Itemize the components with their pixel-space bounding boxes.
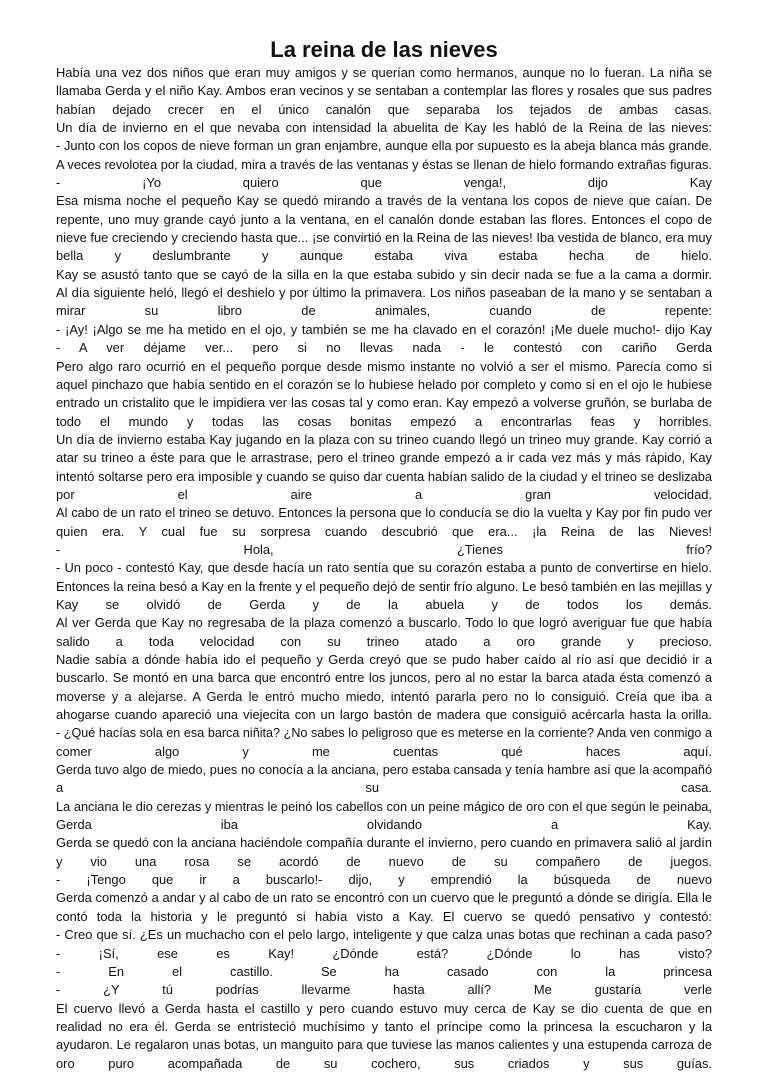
text-line: Al ver Gerda que Kay no regresaba de la plaza comenzó a buscarlo. Todo lo que logró averiguar fue que había [56,615,712,631]
text-line: intentó soltarse pero era imposible y cuando se quiso dar cuenta habían salido de la ciudad y el trineo se deslizaba [56,468,712,484]
text-line: La anciana le dio cerezas y mientras le peinó los cabellos con un peine mágico de oro con el que según le peinaba, [56,798,712,814]
text-line: aquel pinchazo que había sentido en el corazón se lo hubiese helado por completo y como si en el ojo le hubiese [56,376,712,392]
text-line: mirar su libro de animales, cuando de repente: [56,303,712,319]
text-line: - ¡Tengo que ir a buscarlo!- dijo, y emprendió la búsqueda de nuevo [56,872,712,888]
text-line: - En el castillo. Se ha casado con la princesa [56,963,712,979]
text-line: buscarlo. Se montó en una barca que encontró entre los juncos, pero al no estar la barca atada ésta comenzó a [56,670,712,686]
text-line: Gerda tuvo algo de miedo, pues no conocía a la anciana, pero estaba cansada y tenía hambre así que la acompañó [56,763,712,778]
text-line: - Junto con los copos de nieve forman un gran enjambre, aunque ella por supuesto es la abeja blanca más grande. [56,138,712,154]
text-line: ahogarse cuando apareció una viejecita con un largo bastón de madera que consiguió acércarla hasta la orilla. [56,707,712,723]
text-line: Entonces la reina besó a Kay en la frente y el pequeño dejó de sentir frío alguno. Le besó también en las mejillas y [56,578,712,594]
text-line: Al día siguiente heló, llegó el deshielo y por último la primavera. Los niños paseaban de la mano y se sentaban a [56,285,712,301]
text-line: - Hola, ¿Tienes frío? [56,541,712,557]
text-line: Gerda se quedó con la anciana haciéndole compañía durante el invierno, pero cuando en primavera salió al jardín [56,835,712,851]
text-line: habían dejado crecer en el único canalón que separaba los tejados de ambas casas. [56,101,712,117]
story-body [56,64,712,1073]
text-line: - ¿Qué hacías sola en esa barca niñita? ¿No sabes lo peligroso que es meterse en la corriente? Anda ven conmigo a [56,726,712,741]
text-line: Kay se olvidó de Gerda y de la abuela y de todos los demás. [56,596,712,612]
text-line: a su casa. [56,780,712,796]
text-line: Kay se asustó tanto que se cayó de la silla en la que estaba subido y sin decir nada se fue a la cama a dormir. [56,266,712,282]
text-line: Nadie sabía a dónde había ido el pequeño y Gerda creyó que se pudo haber caído al río así que decidió ir a [56,652,712,667]
text-line: todo el mundo y todas las cosas bonitas empezó a encontrarlas feas y horribles. [56,413,712,429]
text-line: y vio una rosa se acordó de nuevo de su compañero de juegos. [56,853,712,869]
text-line: salido a toda velocidad con su trineo atado a oro grande y precioso. [56,633,712,649]
page-title: La reina de las nieves [270,37,498,62]
text-line: Al cabo de un rato el trineo se detuvo. Entonces la persona que lo conducía se dio la vuelta y Kay por fin pudo ver [56,505,712,521]
text-line: Gerda iba olvidando a Kay. [56,817,712,833]
text-line: - Creo que sí. ¿Es un muchacho con el pelo largo, inteligente y que calza unas botas que rechinan a cada paso? [56,927,712,943]
text-line: Gerda comenzó a andar y al cabo de un rato se encontró con un cuervo que le preguntó a dónde se dirigía. Ella le [56,890,712,906]
text-line: repente, uno muy grande cayó junto a la ventana, en el canalón donde estaban las flores. Entonces el copo de [56,211,712,227]
text-line: contó toda la historia y le preguntó si había visto a Kay. El cuervo se quedó pensativo y contestó: [56,908,712,924]
text-line: realidad no era él. Gerda se entristeció muchísimo y tanto el príncipe como la princesa la escucharon y la [56,1018,712,1034]
text-line: atar su trineo a éste para que le arrastrase, pero el trineo grande empezó a ir cada vez más y más rápido, Kay [56,450,712,466]
text-line: ayudaron. Le regalaron unas botas, un manguito para que tuviese las manos calientes y una estupenda carroza de [56,1037,712,1053]
text-line: por el aire a gran velocidad. [56,486,712,502]
text-line: - ¡Sí, ese es Kay! ¿Dónde está? ¿Dónde lo has visto? [56,945,712,961]
text-line: oro puro acompañada de su cochero, sus criados y sus guías. [56,1055,712,1071]
text-line: quien era. Y cual fue su sorpresa cuando descubrió que era... ¡la Reina de las Nieves! [56,523,712,539]
text-line: llamaba Gerda y el niño Kay. Ambos eran vecinos y se sentaban a contemplar las flores y rosales que sus padres [56,83,712,99]
text-line: bella y deslumbrante y aunque estaba viva estaba hecha de hielo. [56,248,712,264]
text-line: Esa misma noche el pequeño Kay se quedó mirando a través de la ventana los copos de nieve que caían. De [56,193,712,209]
text-line: - A ver déjame ver... pero si no llevas nada - le contestó con cariño Gerda [56,340,712,356]
text-line: nieve fue creciendo y creciendo hasta que... ¡se convirtió en la Reina de las nieves! Iba vestida de blanco, era muy [56,230,712,246]
text-line: entrado un cristalito que le impidiera ver las cosas tal y como eran. Kay empezó a volverse gruñón, se burlaba de [56,395,712,411]
text-line: Un día de invierno estaba Kay jugando en la plaza con su trineo cuando llegó un trineo muy grande. Kay corrió a [56,431,712,447]
text-line: - ¿Y tú podrías llevarme hasta allí? Me gustaría verle [56,982,712,998]
text-line: - ¡Ay! ¡Algo se me ha metido en el ojo, y también se me ha clavado en el corazón! ¡Me duele mucho!- dijo Kay [56,321,712,337]
text-line: moverse y a alejarse. A Gerda le entró mucho miedo, intentó pararla pero no lo consiguió. Creía que iba a [56,688,712,704]
text-line: Había una vez dos niños que eran muy amigos y se querían como hermanos, aunque no lo fueran. La niña se [56,65,712,80]
text-line: Un día de invierno en el que nevaba con intensidad la abuelita de Kay les habló de la Reina de las nieves: [56,120,712,136]
text-line: - Un poco - contestó Kay, que desde hacía un rato sentía que su corazón estaba a punto de convertirse en hielo. [56,560,712,576]
text-line: comer algo y me cuentas qué haces aquí. [56,743,712,759]
text-line: A veces revolotea por la ciudad, mira a través de las ventanas y éstas se llenan de hielo formando extrañas figuras. [56,156,712,172]
text-line: - ¡Yo quiero que venga!, dijo Kay [56,175,712,191]
text-line: El cuervo llevó a Gerda hasta el castillo y pero cuando estuvo muy cerca de Kay se dio cuenta de que en [56,1000,712,1016]
text-line: Pero algo raro ocurrió en el pequeño porque desde mismo instante no volvió a ser el mismo. Parecía como si [56,358,712,374]
